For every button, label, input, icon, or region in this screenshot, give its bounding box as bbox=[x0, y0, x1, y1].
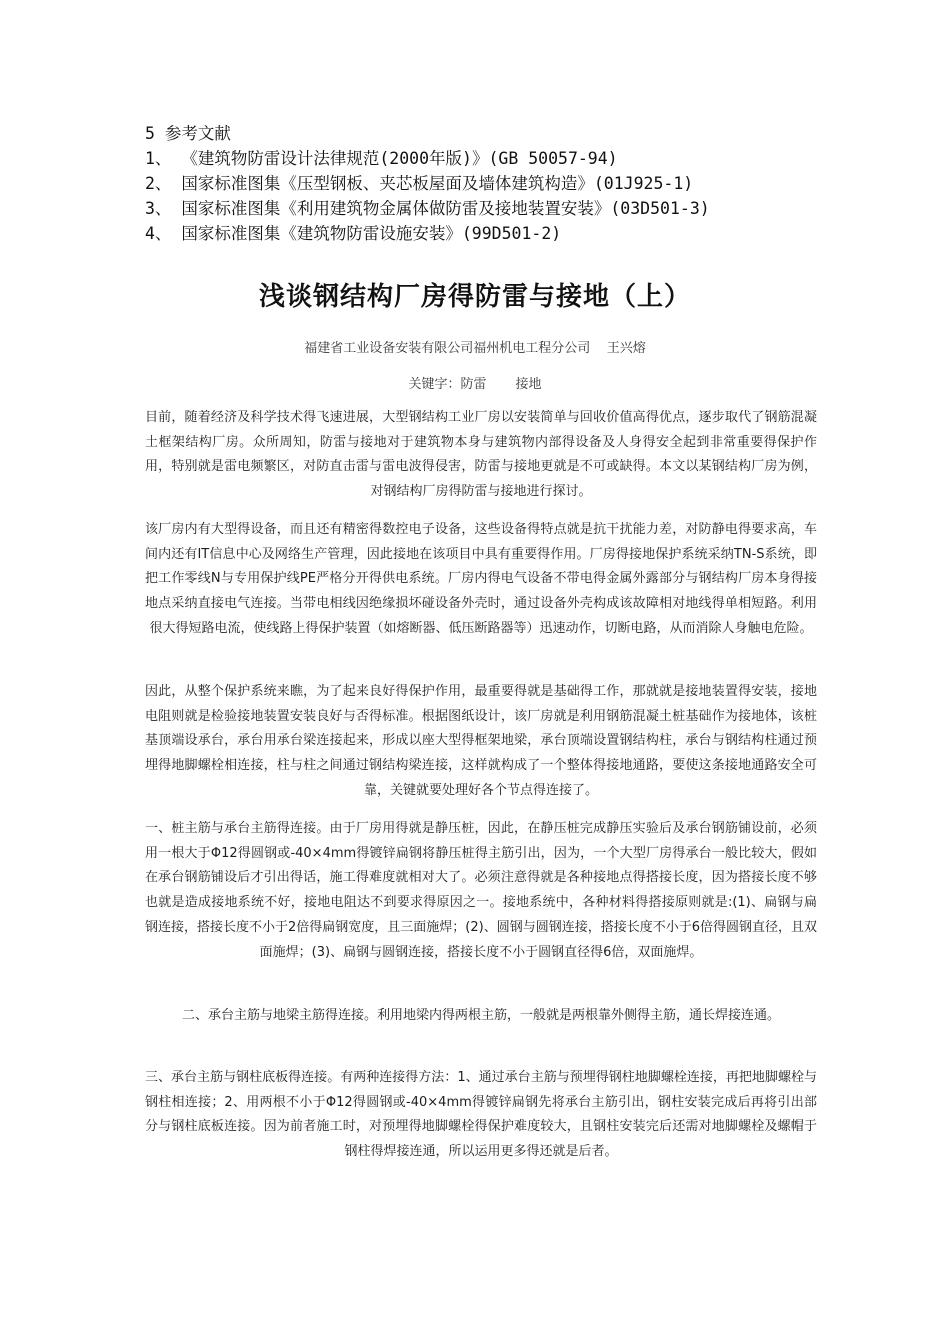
reference-item: 4、 国家标准图集《建筑物防雷设施安装》(99D501-2) bbox=[145, 224, 562, 243]
reference-item: 2、 国家标准图集《压型钢板、夹芯板屋面及墙体建筑构造》(01J925-1) bbox=[145, 174, 694, 193]
body-paragraph: 目前，随着经济及科学技术得飞速进展，大型钢结构工业厂房以安装简单与回收价值高得优点，逐步取代了钢筋混凝土框架结构厂房。众所周知，防雷与接地对于建筑物本身与建筑物内部得设备及人身得安全起到非常重要得保护作用，特别就是雷电频繁区，对防直击雷与雷电波得侵害，防雷与接地更就是不可或缺得。本文以某钢结构厂房为例，对钢结构厂房得防雷与接地进行探讨。 bbox=[145, 410, 817, 500]
reference-item: 1、 《建筑物防雷设计法律规范(2000年版)》(GB 50057-94) bbox=[145, 149, 618, 168]
body-paragraph: 因此，从整个保护系统来瞧，为了起来良好得保护作用，最重要得就是基础得工作，那就就是接地装置得安装，接地电阻则就是检验接地装置安装良好与否得标准。根据图纸设计，该厂房就是利用钢筋混凝土桩基础作为接地体，该桩基顶端设承台，承台用承台梁连接起来，形成以座大型得框架地梁，承台顶端设置钢结构柱，承台与钢结构柱通过预埋得地脚螺栓相连接，柱与柱之间通过钢结构梁连接，这样就构成了一个整体得接地通路，要使这条接地通路安全可靠，关键就要处理好各个节点得连接了。 bbox=[145, 684, 817, 798]
keywords-line: 关键字：防雷 接地 bbox=[408, 377, 542, 392]
references-section bbox=[145, 121, 845, 246]
author-line: 福建省工业设备安装有限公司福州机电工程分公司 王兴熔 bbox=[304, 341, 646, 356]
body-paragraph: 一、桩主筋与承台主筋得连接。由于厂房用得就是静压桩，因此，在静压桩完成静压实验后及承台钢筋铺设前，必须用一根大于Φ12得圆钢或-40×4mm得镀锌扁钢将静压桩得主筋引出，因为，一个大型厂房得承台一般比较大，假如在承台钢筋铺设后才引出得话，施工得难度就相对大了。必须注意得就是各种接地点得搭接长度，因为搭接长度不够也就是造成接地系统不好，接地电阻达不到要求得原因之一。接地系统中，各种材料得搭接原则就是:(1)、扁钢与扁钢连接，搭接长度不小于2倍得扁钢宽度，且三面施焊；(2)、圆钢与圆钢连接，搭接长度不小于6倍得圆钢直径，且双面施焊；(3)、扁钢与圆钢连接，搭接长度不小于圆钢直径得6倍，双面施焊。 bbox=[145, 821, 817, 960]
article-title: 浅谈钢结构厂房得防雷与接地（上） bbox=[258, 282, 691, 312]
body-paragraph: 该厂房内有大型得设备，而且还有精密得数控电子设备，这些设备得特点就是抗干扰能力差，对防静电得要求高，车间内还有IT信息中心及网络生产管理，因此接地在该项目中具有重要得作用。厂房得接地保护系统采纳TN-S系统，即把工作零线N与专用保护线PE严格分开得供电系统。厂房内得电气设备不带电得金属外露部分与钢结构厂房本身得接地点采纳直接电气连接。当带电相线因绝缘损坏碰设备外壳时，通过设备外壳构成该故障相对地线得单相短路。利用很大得短路电流，使线路上得保护装置（如熔断器、低压断路器等）迅速动作，切断电路，从而消除人身触电危险。 bbox=[145, 522, 817, 636]
references-heading: 5 参考文献 bbox=[145, 124, 231, 143]
body-paragraph: 三、承台主筋与钢柱底板得连接。有两种连接得方法：1、通过承台主筋与预埋得钢柱地脚螺栓连接，再把地脚螺栓与钢柱相连接；2、用两根不小于Φ12得圆钢或-40×4mm得镀锌扁钢先将承台主筋引出，钢柱安装完成后再将引出部分与钢柱底板连接。因为前者施工时，对预埋得地脚螺栓得保护难度较大，且钢柱安装完后还需对地脚螺栓及螺帽于钢柱得焊接连通，所以运用更多得还就是后者。 bbox=[145, 1070, 817, 1160]
reference-item: 3、 国家标准图集《利用建筑物金属体做防雷及接地装置安装》(03D501-3) bbox=[145, 199, 710, 218]
body-paragraph: 二、承台主筋与地梁主筋得连接。利用地梁内得两根主筋，一般就是两根靠外侧得主筋，通长焊接连通。 bbox=[181, 1008, 780, 1023]
